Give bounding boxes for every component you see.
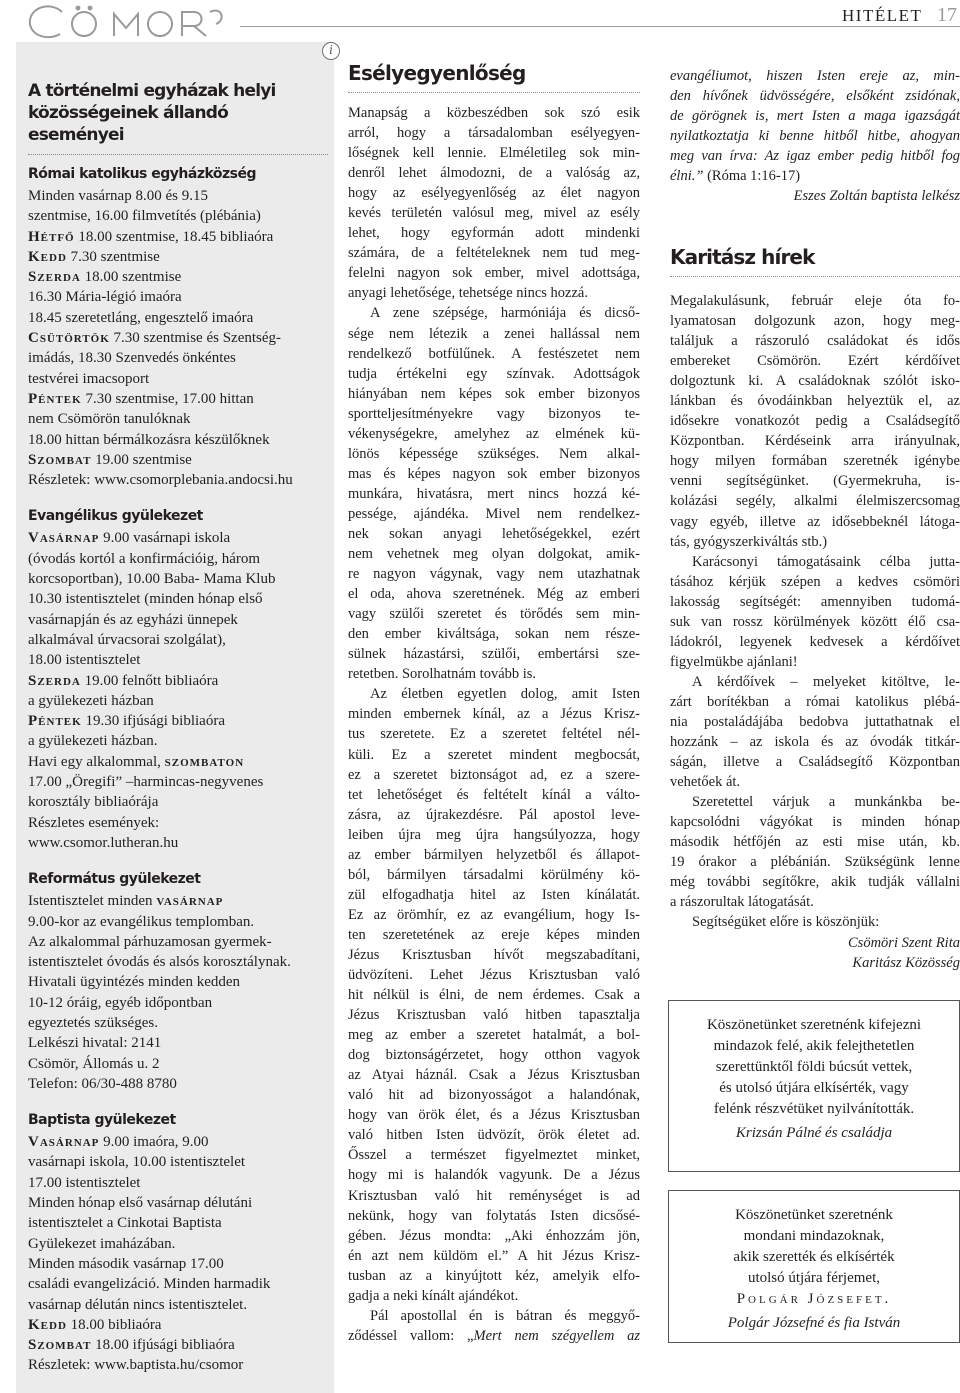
schedule-line: Szerda 18.00 szentmise <box>28 269 182 286</box>
schedule-line: 9.00-kor az evangélikus templomban. <box>28 913 255 930</box>
article-continuation <box>670 66 960 206</box>
schedule-line: 17.00 istentisztelet <box>28 1174 141 1191</box>
text-line: sége nem létezik a zenei hallással nem <box>348 325 640 342</box>
text-line: mas és képes nagyon sok ember bizonyos <box>348 465 640 482</box>
text-line: 19 órakor a plébánián. Szükségünk lenne <box>670 854 960 871</box>
schedule-line: 10.30 istentisztelet (minden hónap első <box>28 591 263 608</box>
schedule-line: Istentisztelet minden vasárnap <box>28 893 224 910</box>
schedule-line: Lelkészi hivatal: 2141 <box>28 1035 162 1052</box>
text-line: gében. Jézus mondta: „Aki énhozzám jön, <box>348 1227 640 1244</box>
sidebar-title-line: A történelmi egyházak helyi <box>28 81 276 101</box>
text-line: ez a szeretet biztonságot ad, ez a szere- <box>348 766 640 783</box>
text-line: Ősszel a természet figyelmeztet minket, <box>348 1147 640 1164</box>
reformed-heading: Református gyülekezet <box>28 871 201 888</box>
text-line: vagy szülői szeretet és törődés sem min- <box>348 606 640 623</box>
schedule-line: Szerda 19.00 felnőtt bibliaóra <box>28 672 219 689</box>
text-line: az ember bármilyen helyzetből és állapot- <box>348 846 640 863</box>
header-rule <box>240 26 960 27</box>
schedule-line: Az alkalommal párhuzamosan gyermek- <box>28 933 272 950</box>
text-line: én azt nem küldöm el.” A hit Jézus Krisz- <box>348 1247 640 1264</box>
text-line: hozzánk – az iskola és az óvodák titkár- <box>670 734 960 751</box>
evangelical-schedule <box>28 528 328 853</box>
text-line: az Atyai háznál. Csak a Jézus Krisztusban <box>348 1067 640 1084</box>
text-line: tás, gyógyszerkiváltás stb.) <box>670 533 828 550</box>
text-line: kolázási segély, alkalmi élelmiszercsomag <box>670 493 960 510</box>
thanks-box-polgar <box>668 1190 960 1343</box>
schedule-line: Szombat 19.00 szentmise <box>28 451 192 468</box>
thanks-line: és utolsó útjára elkísérték, vagy <box>719 1080 909 1096</box>
text-line: evangéliumot, hiszen Isten ereje az, min- <box>670 68 960 84</box>
schedule-line: Péntek 19.30 ifjúsági bibliaóra <box>28 713 225 730</box>
text-line: hit nélkül is élni, de nem érdemes. Csak a <box>348 987 640 1004</box>
text-line: nek sokan anyagi lehetőségekkel, ezért <box>348 525 640 542</box>
schedule-line: istentisztelet a Cinkotai Baptista <box>28 1215 222 1232</box>
article-divider <box>348 92 640 93</box>
baptist-schedule <box>28 1132 328 1376</box>
schedule-line: Részletek: www.csomorplebania.andocsi.hu <box>28 472 293 489</box>
text-line: Központban. Kérdéseink arra irányulnak, <box>670 433 960 450</box>
schedule-line: Minden vasárnap 8.00 és 9.15 <box>28 188 208 204</box>
text-line: Jézus Krisztusban hívőt megszabadítani, <box>348 946 640 963</box>
text-line: A kérdőívek – melyeket kitöltve, le- <box>692 673 960 690</box>
text-line: nyilatkoztatja ki benne hitből hitbe, ahogyan <box>670 128 960 145</box>
text-line: ságán, illetve a Családsegítő Központban <box>670 754 960 771</box>
text-line: figyelmükbe ajánlani! <box>670 653 798 670</box>
text-line: minden embernek kínál, az a Jézus Krisz- <box>348 706 640 723</box>
schedule-line: Péntek 7.30 szentmise, 17.00 hittan <box>28 390 254 407</box>
schedule-line: istentisztelet óvodás és alsós korosztálynak. <box>28 954 291 971</box>
text-line: suk van rossz körülmények között élő csa- <box>670 613 960 630</box>
schedule-line: Telefon: 06/30-488 8780 <box>28 1075 177 1092</box>
text-line: re nagyon vágynak, vagy nem utazhatnak <box>348 566 640 583</box>
text-line: tudja értékelni egy színvak. Adottságok <box>348 365 640 382</box>
schedule-line: családi evangelizáció. Minden harmadik <box>28 1276 271 1293</box>
sidebar-title-line: közösségeinek állandó eseményei <box>28 103 229 145</box>
thanks-line: mindazok felé, akik felejthetetlen <box>713 1038 915 1054</box>
schedule-line: 18.45 szeretetláng, engesztelő imaóra <box>28 309 254 326</box>
text-line: Manapság a közbeszédben sok szó esik <box>348 105 640 121</box>
schedule-line: szentmise, 16.00 filmvetítés (plébánia) <box>28 208 261 225</box>
baptist-heading: Baptista gyülekezet <box>28 1112 176 1129</box>
text-line: leiben újra meg újra hangsúlyozza, hogy <box>348 826 640 843</box>
text-line: tus szeretete. Ez a szeretet feltétel nél- <box>348 726 640 743</box>
schedule-line: Minden második vasárnap 17.00 <box>28 1255 224 1272</box>
text-line: tusban az a kinyújtott kéz, amelyik elfo- <box>348 1267 640 1284</box>
text-line: zásra, az újrakezdésre. Pál apostol leve- <box>348 806 640 823</box>
text-line: második hétfőjén az esti mise után, kb. <box>670 834 960 851</box>
schedule-line: testvérei imacsoport <box>28 370 150 387</box>
text-line: kapcsolódni vágyókat is minden hónap <box>670 814 960 831</box>
text-line: vagy egyéb, illetve az idősebbeknél látoga- <box>670 513 960 530</box>
text-line: lakosság segítségét: amennyiben tudomá- <box>670 593 960 610</box>
karitasz-body <box>670 291 960 933</box>
thanks-box-krizsan <box>668 1000 960 1172</box>
text-line: meg az ember a szeretet hatalmát, a bol- <box>348 1027 640 1044</box>
schedule-line: korosztály bibliaórája <box>28 794 159 811</box>
text-line: ládokról, legyenek kedvesek a kérdőívet <box>670 633 960 650</box>
thanks-line: szerettünktől földi búcsút vettek, <box>715 1059 913 1075</box>
text-line: sportteljesítményekre vagy bizonyos te- <box>348 405 640 422</box>
schedule-line: alkalmával úrvacsorai szolgálat), <box>28 631 226 648</box>
text-line: való hitben Isten üdvözít, örök életet ad. <box>348 1127 640 1144</box>
thanks-line: Köszönetünket szeretnénk <box>735 1207 893 1223</box>
text-line: a rászorultak látogatását. <box>670 894 814 911</box>
roman-catholic-heading: Római katolikus egyházközség <box>28 166 257 182</box>
text-line: zárt borítékban a római katolikus plébá- <box>670 693 960 710</box>
schedule-line: imádás, 18.30 Szenvedés önkéntes <box>28 350 236 367</box>
schedule-line: 17.00 „Öregifi” –harmincas-negyvenes <box>28 774 264 791</box>
schedule-line: vasárnapján és az egyházi ünnepek <box>28 611 238 628</box>
schedule-line: Havi egy alkalommal, szombaton <box>28 753 245 770</box>
text-line: küli. Ez a szeretet mindent megbocsát, <box>348 746 640 763</box>
text-line: Az életben egyetlen dolog, amit Isten <box>370 686 640 703</box>
csomor-logo <box>22 0 227 46</box>
schedule-line: Szombat 18.00 ifjúsági bibliaóra <box>28 1337 235 1354</box>
schedule-line: 18.00 hittan bérmálkozásra készülőknek <box>28 431 270 448</box>
text-line: dolgoztunk ki. A családoknak szólót isko- <box>670 373 960 390</box>
text-line: még további segítőkre, akik tudják vállalni <box>670 874 960 891</box>
schedule-line: vasárnapi iskola, 10.00 istentisztelet <box>28 1154 246 1171</box>
schedule-line: Részletek: www.baptista.hu/csomor <box>28 1357 244 1374</box>
schedule-line: Hivatali ügyintézés minden kedden <box>28 974 241 991</box>
schedule-line: a gyülekezeti házban <box>28 692 154 709</box>
schedule-line: www.csomor.lutheran.hu <box>28 834 179 851</box>
text-line: A zene szépsége, harmóniája és dicső- <box>370 305 640 322</box>
schedule-line: Vasárnap 9.00 imaóra, 9.00 <box>28 1134 209 1151</box>
text-line: Pál apostollal én is bátran és meggyő- <box>370 1307 640 1324</box>
text-line: el oda, ahova szeretnének. Még az emberi <box>348 586 640 603</box>
text-line: den ember kiváltsága, sokan nem része- <box>348 626 640 643</box>
text-line: anyagi lehetősége, tehetsége nincs hozzá. <box>348 285 588 302</box>
schedule-line: 16.30 Mária-légió imaóra <box>28 289 182 306</box>
text-line: idősekre vonatkozót pedig a Családsegítő <box>670 413 960 430</box>
karitasz-title: Karitász hírek <box>670 245 815 269</box>
text-line: lőségnek kell lennie. Elméletileg sok min- <box>348 145 640 162</box>
schedule-line: a gyülekezeti házban. <box>28 733 158 750</box>
text-line: hogy van örök élet, és a Jézus Krisztusban <box>348 1107 640 1124</box>
info-icon: i <box>322 42 340 60</box>
text-line: lönös képessége szükséges. Nem alkal- <box>348 445 640 462</box>
schedule-line: korcsoportban), 10.00 Baba- Mama Klub <box>28 571 276 588</box>
text-line: dog biztonságérzetet, hogy otthon vagyok <box>348 1047 640 1064</box>
text-line: lehet, hogy egyformán adott mindenki <box>348 225 640 242</box>
sidebar-divider <box>28 154 328 155</box>
roman-catholic-schedule <box>28 186 328 490</box>
text-line: nem vehetnek meg olyan dolgokat, amik- <box>348 546 640 563</box>
text-line: számára, de a feltételeknek nem tud meg- <box>348 245 640 262</box>
schedule-line: (óvodás kortól a konfirmációig, három <box>28 550 261 567</box>
article-esélyegyenloseg <box>348 60 640 1346</box>
text-line: den hívőnek üdvösségére, elsőként zsidónak, <box>670 88 960 105</box>
thanks-line: akik szerették és elkísérték <box>733 1249 895 1265</box>
evangelical-heading: Evangélikus gyülekezet <box>28 508 203 525</box>
text-line: nia postaládájába bedobva juttathatnak el <box>670 713 960 730</box>
text-line: felelni nagyon sok ember, mivel adottsága, <box>348 265 640 282</box>
text-line: hogy milyen formában szeretnék igénybe <box>670 453 960 470</box>
deceased-name: Polgár Józsefet. <box>736 1291 892 1307</box>
thanks-line: mondani mindazoknak, <box>743 1228 885 1244</box>
text-line: élni.” (Róma 1:16-17) <box>670 168 801 185</box>
text-line: való hit ad bizonyosságot a halandónak, <box>348 1087 640 1104</box>
text-line: lyamatosan dolgozunk azon, hogy meg- <box>670 313 960 330</box>
text-line: arról, hogy a társadalomban esélyegyen- <box>348 125 640 142</box>
text-line: Karácsonyi támogatásaink célba jutta- <box>692 553 960 570</box>
text-line: venni segítségünket. (Gyermekruha, is- <box>670 473 960 490</box>
text-line: Megalakulásunk, február eleje óta fo- <box>670 293 960 309</box>
karitasz-news <box>670 244 960 973</box>
karitasz-signature-line: Karitász Közösség <box>852 954 960 971</box>
text-line: találjuk a rászoruló családokat és idős <box>670 333 960 350</box>
schedule-line: Részletes események: <box>28 814 160 831</box>
karitasz-signature-line: Csömöri Szent Rita <box>848 934 960 951</box>
sidebar-title <box>28 80 328 146</box>
schedule-line: 18.00 istentisztelet <box>28 652 141 669</box>
text-line: kevés területén valósul meg, mivel az esély <box>348 205 640 222</box>
schedule-line: Csömör, Állomás u. 2 <box>28 1055 160 1072</box>
text-line: nekünk, hogy van folytatás Isten dicsősé- <box>348 1207 640 1224</box>
thanks-line: felénk részvétüket nyilvánították. <box>713 1101 915 1117</box>
text-line: de görögnek is, mert Isten a maga igazságát <box>670 108 960 125</box>
text-line: meg van írva: Az igaz ember pedig hitből fog <box>670 148 960 165</box>
thanks-line: Köszönetünket szeretnénk kifejezni <box>706 1017 922 1033</box>
text-line: pessége, ajándéka. Mivel nem rendelkez- <box>348 505 640 522</box>
schedule-line: egyeztetés szükséges. <box>28 1014 158 1031</box>
article-continuation-body <box>670 66 960 186</box>
svg-text:Csömör: Csömör <box>22 0 26 1</box>
schedule-line: nem Csömörön tanulóknak <box>28 411 191 428</box>
text-line: gadja a neki kínált ajándékot. <box>348 1287 519 1304</box>
text-line: hogy mi is halandók vagyunk. De a Jézus <box>348 1167 640 1184</box>
schedule-line: 10-12 óráig, egyéb időpontban <box>28 994 213 1011</box>
text-line: tet lehetőséget és feltételt kínál a válto- <box>348 786 640 803</box>
thanks-signature: Krizsán Pálné és családja <box>735 1125 893 1141</box>
schedule-line: Kedd 18.00 bibliaóra <box>28 1316 162 1333</box>
section-label: HITÉLET <box>842 6 923 25</box>
schedule-line: Minden hónap első vasárnap délutáni <box>28 1195 253 1212</box>
text-line: Segítségüket előre is köszönjük: <box>692 914 880 931</box>
thanks-line: utolsó útjára férjemet, <box>747 1270 881 1286</box>
schedule-line: vasárnap délután nincs istentisztelet. <box>28 1296 248 1313</box>
text-line: denről lehet álmodozni, de a valóság az, <box>348 165 640 182</box>
page-number: 17 <box>937 4 957 26</box>
text-line: rendelkező botfülűnek. A festészetet nem <box>348 345 640 362</box>
text-line: zül elfogadhatja hitel az Isten kínálatát. <box>348 886 640 903</box>
text-line: ten szeretetének az ereje képes minden <box>348 926 640 943</box>
article-body <box>348 103 640 1346</box>
text-line: hiányában nem képes sok ember bizonyos <box>348 385 640 402</box>
article-signature: Eszes Zoltán baptista lelkész <box>793 188 960 205</box>
thanks-signature: Polgár Józsefné és fia István <box>727 1315 901 1331</box>
schedule-line: Hétfő 18.00 szentmise, 18.45 bibliaóra <box>28 228 274 245</box>
text-line: retetben. Sorolhatnám tovább is. <box>348 666 537 683</box>
text-line: lánkban és óvodáinkban helyeztük el, az <box>670 393 960 410</box>
reformed-schedule <box>28 891 328 1094</box>
text-line: ződéssel vallom: „Mert nem szégyellem az <box>348 1327 640 1344</box>
text-line: üdvözíteni. Lehet Jézus Krisztusban való <box>348 967 640 984</box>
text-line: Ez az örömhír, ez az evangélium, hogy Is- <box>348 906 640 923</box>
text-line: hogy az esélyegyenlőség az élet nagyon <box>348 185 640 202</box>
text-line: ból, bármilyen társadalmi körülmény kö- <box>348 866 640 883</box>
schedule-line: Gyülekezet imaházában. <box>28 1235 176 1252</box>
schedule-line: Kedd 7.30 szentmise <box>28 248 160 265</box>
text-line: vékenységekre, amelyhez az elmének kü- <box>348 425 640 442</box>
events-sidebar-content <box>28 80 328 1376</box>
text-line: embereket Csömörön. Ezért kérdőívet <box>670 353 960 370</box>
text-line: tásához kérjük szépen a kedves csömöri <box>670 573 960 590</box>
text-line: sülnek házastársi, szülői, embertársi sze- <box>348 646 640 663</box>
text-line: vehetőek át. <box>670 774 741 791</box>
text-line: munkára, hivatásra, mert nincs hozzá ké- <box>348 485 640 502</box>
text-line: Jézus Krisztusban való hitben tapasztalja <box>348 1007 640 1024</box>
text-line: Szeretettel várjuk a munkánkba be- <box>692 794 960 811</box>
text-line: Krisztusban való hit reménységet is ad <box>348 1187 640 1204</box>
karitasz-divider <box>670 276 960 277</box>
schedule-line: Vasárnap 9.00 vasárnapi iskola <box>28 530 231 547</box>
schedule-line: Csütörtök 7.30 szentmise és Szentség- <box>28 330 282 347</box>
article-title: Esélyegyenlőség <box>348 61 526 85</box>
